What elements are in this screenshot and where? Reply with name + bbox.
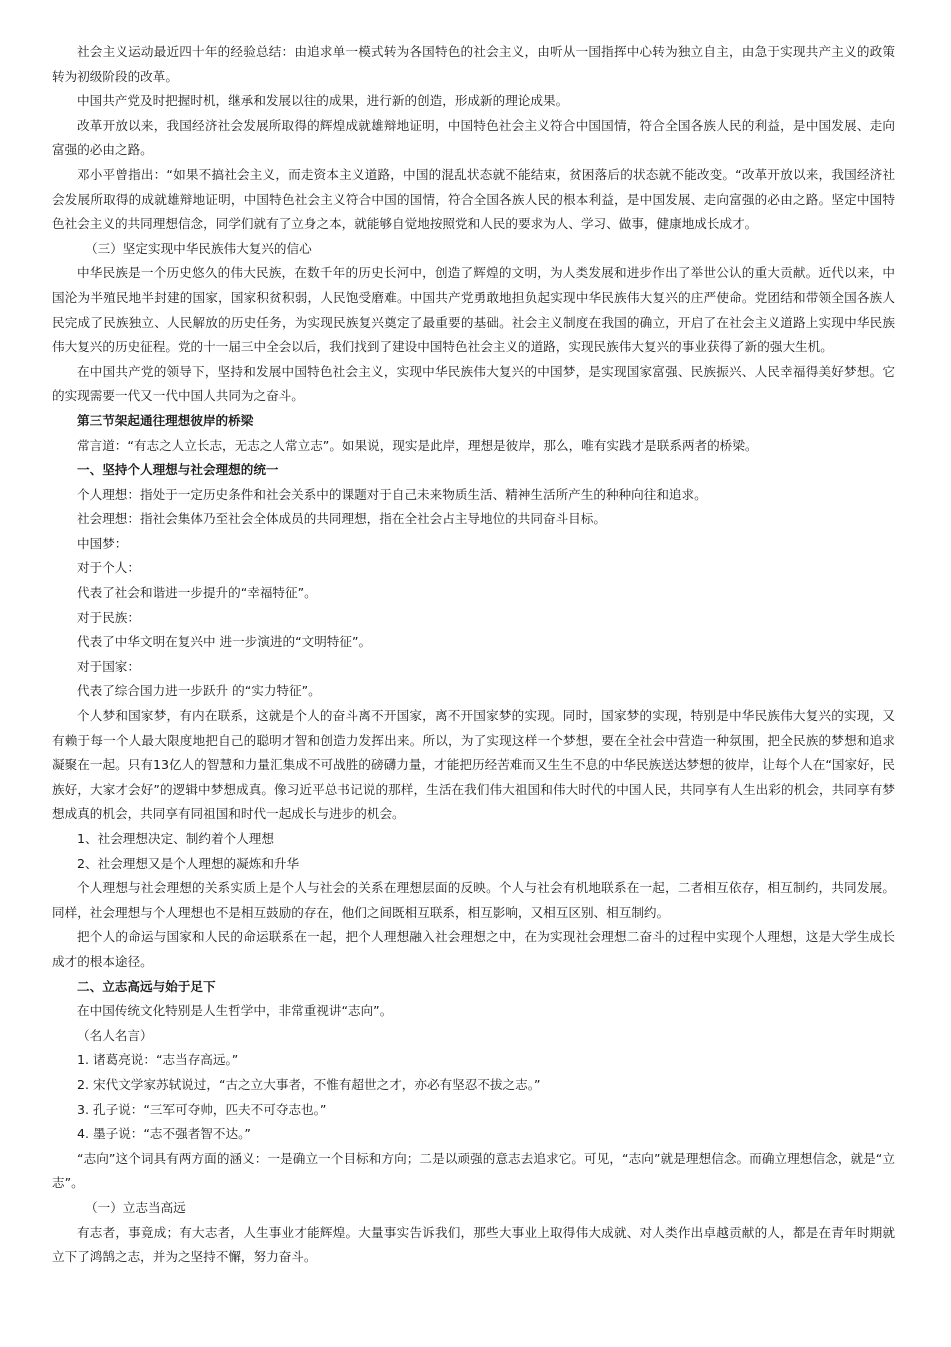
text-strength-feature: 代表了综合国力进一步跃升 的“实力特征”。 [77,683,321,699]
paragraph-reform-achievements: 改革开放以来，我国经济社会发展所取得的辉煌成就雄辩地证明，中国特色社会主义符合中国国情，符合全国各族人民的利益，是中国发展、走向富强的必由之路。 [52,117,895,158]
definition-social-ideal: 社会理想：指社会集体乃至社会全体成员的共同理想，指在全社会占主导地位的共同奋斗目标。 [77,511,606,527]
list-item-social-determines: 1、社会理想决定、制约着个人理想 [77,831,274,846]
paragraph-aspiration-meaning: “志向”这个词具有两方面的涵义：一是确立一个目标和方向；二是以顽强的意志去追求它。可见，“志向”就是理想信念。而确立理想信念，就是“立志”。 [52,1150,895,1191]
paragraph-great-ambition: 有志者，事竟成；有大志者，人生事业才能辉煌。大量事实告诉我们，那些大事业上取得伟大成就、对人类作出卓越贡献的人，都是在青年时期就立下了鸿鹄之志，并为之坚持不懈，努力奋斗。 [52,1224,895,1265]
definition-individual-ideal: 个人理想：指处于一定历史条件和社会关系中的课题对于自己未来物质生活、精神生活所产生的种种向往和追求。 [77,486,707,502]
label-famous-quotes: （名人名言） [77,1027,153,1043]
list-item-social-refines: 2、社会理想又是个人理想的凝炼和升华 [77,855,300,871]
quote-su-shi: 2. 宋代文学家苏轼说过，“古之立大事者，不惟有超世之才，亦必有坚忍不拔之志。” [77,1076,541,1092]
paragraph-socialism-experience: 社会主义运动最近四十年的经验总结：由追求单一模式转为各国特色的社会主义，由听从一国指挥中心转为独立自主，由急于实现共产主义的政策转为初级阶段的改革。 [52,44,895,84]
paragraph-personal-national-dream: 个人梦和国家梦，有内在联系，这就是个人的奋斗离不开国家，离不开国家梦的实现。同时，国家梦的实现，特别是中华民族伟大复兴的实现，又有赖于每一个人最大限度地把自己的聪明才智和创造力发挥出来。所以，为了实现这样一个梦想，要在全社会中营造一种氛围，把全民族的梦想和追求凝聚在一起。只有13亿人的智慧和力量汇集成不可战胜的磅礴力量，才能把历经苦难而又生生不息的中华民族送达梦想的彼岸，让每个人在“国家好，民族好，大家才会好”的逻辑中梦想成真。像习近平总书记说的那样，生活在我们伟大祖国和伟大时代的中国人民，共同享有人生出彩的机会，共同享有梦想成真的机会，共同享有同祖国和时代一起成长与进步的机会。 [52,708,895,822]
subheading-aim-high: （一）立志当高远 [85,1199,186,1215]
text-happiness-feature: 代表了社会和谐进一步提升的“幸福特征”。 [77,585,317,601]
heading-individual-social-ideal: 一、坚持个人理想与社会理想的统一 [77,462,279,478]
paragraph-ideal-relationship: 个人理想与社会理想的关系实质上是个人与社会的关系在理想层面的反映。个人与社会有机地联系在一起，二者相互依存，相互制约，共同发展。同样，社会理想与个人理想也不是相互鼓励的存在，他们之间既相互联系，相互影响，又相互区别、相互制约。 [52,880,895,920]
label-for-nation: 对于民族： [77,609,140,625]
label-for-country: 对于国家： [77,658,140,674]
subheading-national-rejuvenation: （三）坚定实现中华民族伟大复兴的信心 [85,240,312,256]
label-for-individual: 对于个人： [77,560,140,576]
text-civilization-feature: 代表了中华文明在复兴中 进一步演进的“文明特征”。 [77,634,372,650]
label-chinese-dream: 中国梦： [77,535,128,551]
quote-confucius: 3. 孔子说：“三军可夺帅，匹夫不可夺志也。” [77,1101,327,1117]
quote-zhuge-liang: 1. 诸葛亮说：“志当存高远。” [77,1052,239,1068]
paragraph-saying: 常言道：“有志之人立长志，无志之人常立志”。如果说，现实是此岸，理想是彼岸，那么，唯有实践才是联系两者的桥梁。 [77,437,758,453]
paragraph-fundamental-path: 把个人的命运与国家和人民的命运联系在一起，把个人理想融入社会理想之中，在为实现社会理想二奋斗的过程中实现个人理想，这是大学生成长成才的根本途径。 [52,929,895,969]
heading-lofty-aspiration: 二、立志高远与始于足下 [77,978,216,994]
paragraph-chinese-nation-history: 中华民族是一个历史悠久的伟大民族，在数千年的历史长河中，创造了辉煌的文明，为人类发展和进步作出了举世公认的重大贡献。近代以来，中国沦为半殖民地半封建的国家，国家积贫积弱，人民饱受磨难。中国共产党勇敢地担负起实现中华民族伟大复兴的庄严使命。党团结和带领全国各族人民完成了民族独立、人民解放的历史任务，为实现民族复兴奠定了最重要的基础。社会主义制度在我国的确立，开启了在社会主义道路上实现中华民族伟大复兴的历史征程。党的十一届三中全会以后，我们找到了建设中国特色社会主义的道路，实现民族伟大复兴的事业获得了新的强大生机。 [52,265,895,355]
paragraph-chinese-dream: 在中国共产党的领导下，坚持和发展中国特色社会主义，实现中华民族伟大复兴的中国梦，是实现国家富强、民族振兴、人民幸福得美好梦想。它的实现需要一代又一代中国人共同为之奋斗。 [52,363,895,404]
section-heading-bridge: 第三节架起通往理想彼岸的桥梁 [77,412,254,428]
paragraph-party-seizes-opportunity: 中国共产党及时把握时机，继承和发展以往的成果，进行新的创造，形成新的理论成果。 [77,93,569,109]
paragraph-traditional-culture: 在中国传统文化特别是人生哲学中，非常重视讲“志向”。 [77,1003,393,1019]
paragraph-deng-xiaoping-quote: 邓小平曾指出：“如果不搞社会主义，而走资本主义道路，中国的混乱状态就不能结束，贫困落后的状态就不能改变。“改革开放以来，我国经济社会发展所取得的成就雄辩地证明，中国特色社会主义符合中国的国情，符合全国各族人民的根本利益，是中国发展、走向富强的必由之路。坚定中国特色社会主义的共同理想信念，同学们就有了立身之本，就能够自觉地按照党和人民的要求为人、学习、做事，健康地成长成才。 [52,166,895,232]
quote-mozi: 4. 墨子说：“志不强者智不达。” [77,1126,251,1142]
